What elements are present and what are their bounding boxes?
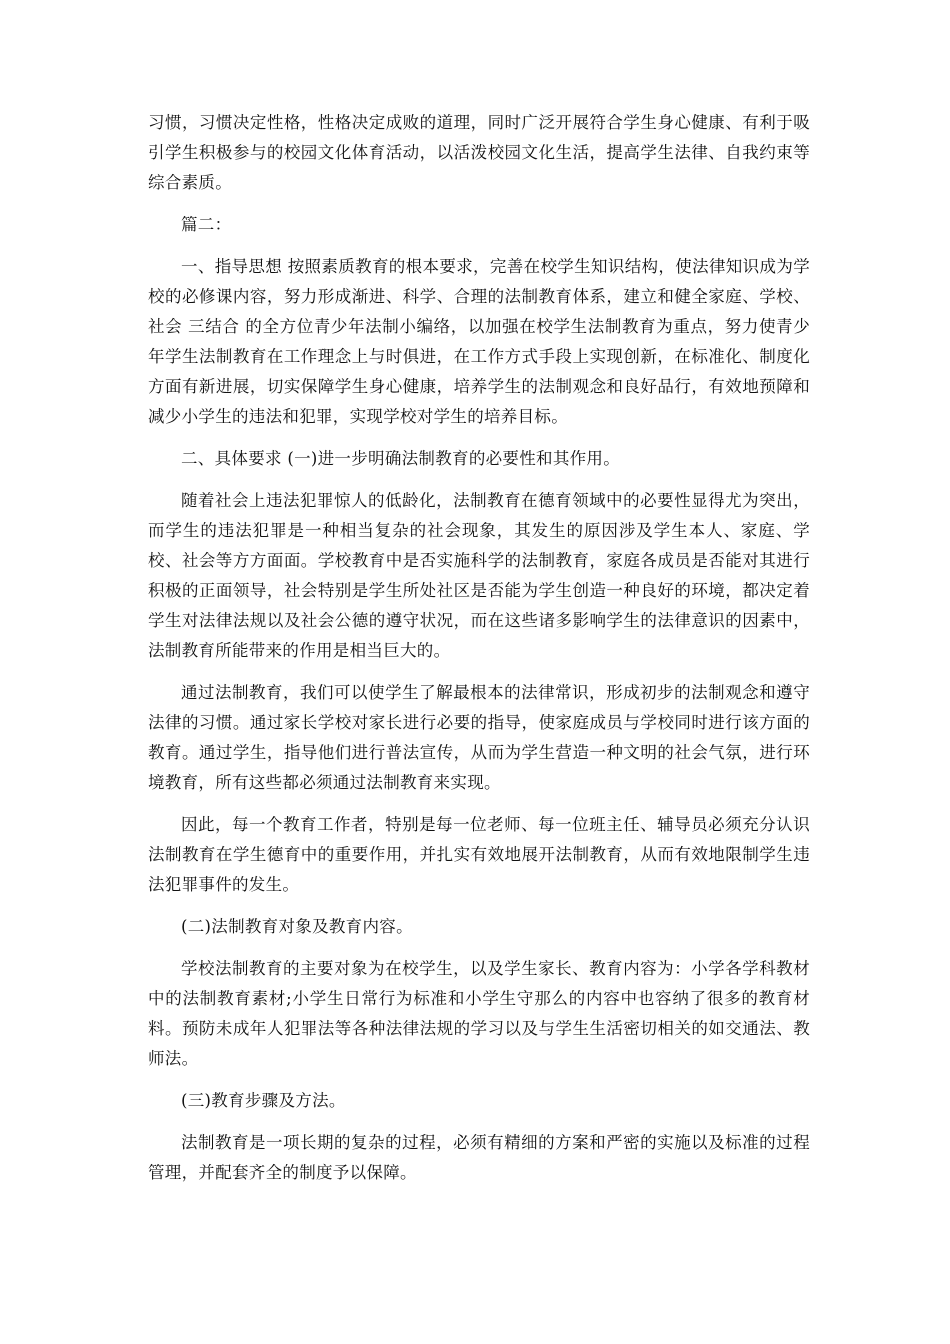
paragraph-through-legal-education: 通过法制教育，我们可以使学生了解最根本的法律常识，形成初步的法制观念和遵守法律的习惯。通过家长学校对家长进行必要的指导，使家庭成员与学校同时进行该方面的教育。通过学生，指导他们进行普法宣传，从而为学生营造一种文明的社会气氛，进行环境教育，所有这些都必须通过法制教育来实现。 (148, 683, 810, 792)
section-heading-part-two: 篇二： (181, 215, 232, 234)
paragraph-steps-methods: 法制教育是一项长期的复杂的过程，必须有精细的方案和严密的实施以及标准的过程管理，并配套齐全的制度予以保障。 (148, 1133, 810, 1182)
paragraph-continuation: 习惯，习惯决定性格，性格决定成败的道理，同时广泛开展符合学生身心健康、有利于吸引学生积极参与的校园文化体育活动，以活泼校园文化生活，提高学生法律、自我约束等综合素质。 (148, 113, 810, 192)
paragraph-therefore: 因此，每一个教育工作者，特别是每一位老师、每一位班主任、辅导员必须充分认识法制教育在学生德育中的重要作用，并扎实有效地展开法制教育，从而有效地限制学生违法犯罪事件的发生。 (148, 815, 810, 894)
subheading-objects-content: (二)法制教育对象及教育内容。 (181, 917, 413, 936)
paragraph-specific-requirements: 二、具体要求 (一)进一步明确法制教育的必要性和其作用。 (181, 449, 621, 468)
paragraph-guiding-ideology: 一、指导思想 按照素质教育的根本要求，完善在校学生知识结构，使法律知识成为学校的必修课内容，努力形成渐进、科学、合理的法制教育体系，建立和健全家庭、学校、社会 三结合 的全方位青少年法制小编络，以加强在校学生法制教育为重点，努力使青少年学生法制教育在工作理念上与时俱进，在工作方式手段上实现创新，在标准化、制度化方面有新进展，切实保障学生身心健康，培养学生的法制观念和良好品行，有效地预障和减少小学生的违法和犯罪，实现学校对学生的培养目标。 (148, 257, 810, 426)
subheading-steps-methods: (三)教育步骤及方法。 (181, 1091, 346, 1110)
paragraph-necessity: 随着社会上违法犯罪惊人的低龄化，法制教育在德育领域中的必要性显得尤为突出，而学生的违法犯罪是一种相当复杂的社会现象，其发生的原因涉及学生本人、家庭、学校、社会等方方面面。学校教育中是否实施科学的法制教育，家庭各成员是否能对其进行积极的正面领导，社会特别是学生所处社区是否能为学生创造一种良好的环境，都决定着学生对法律法规以及社会公德的遵守状况，而在这些诸多影响学生的法律意识的因素中，法制教育所能带来的作用是相当巨大的。 (148, 491, 810, 660)
document-body (148, 108, 810, 1200)
paragraph-objects-content: 学校法制教育的主要对象为在校学生，以及学生家长、教育内容为：小学各学科教材中的法制教育素材;小学生日常行为标准和小学生守那么的内容中也容纳了很多的教育材料。预防未成年人犯罪法等各种法律法规的学习以及与学生生活密切相关的如交通法、教师法。 (148, 959, 810, 1068)
